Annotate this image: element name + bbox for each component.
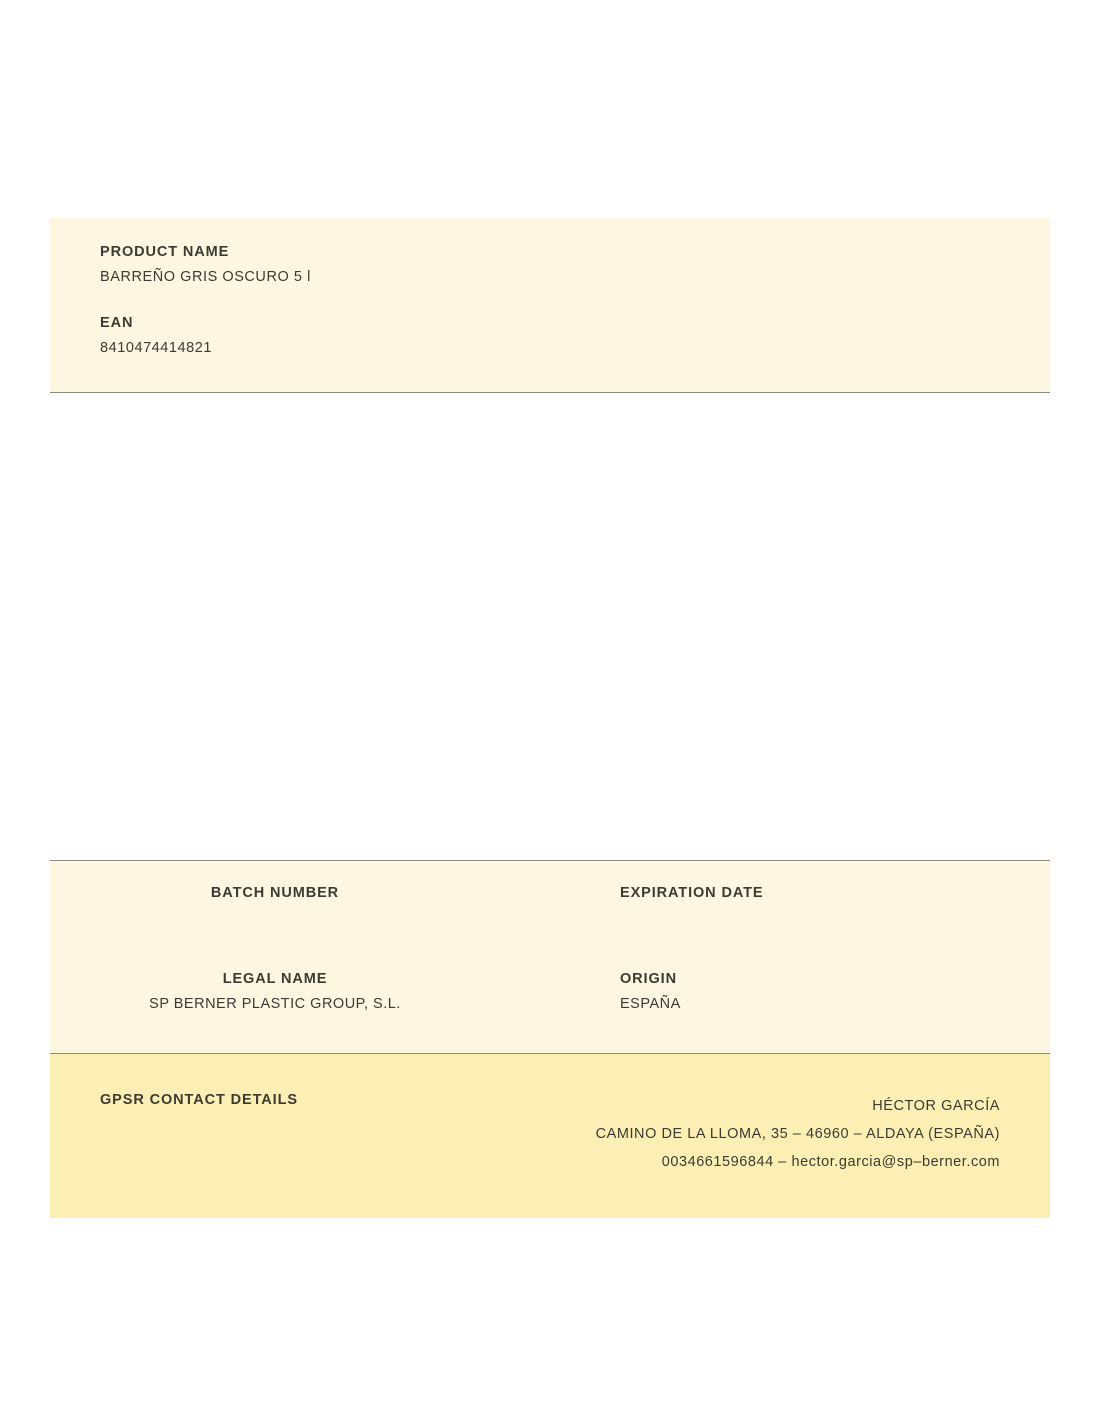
expiration-date-label: EXPIRATION DATE xyxy=(620,885,764,901)
origin-value: ESPAÑA xyxy=(620,996,681,1012)
gpsr-phone-email: 0034661596844 – hector.garcia@sp–berner.com xyxy=(661,1154,1000,1170)
product-info-block xyxy=(50,218,1050,393)
field-spacer xyxy=(100,285,1000,315)
batch-number-label: BATCH NUMBER xyxy=(210,885,340,901)
gpsr-address: CAMINO DE LA LLOMA, 35 – 46960 – ALDAYA (ESPAÑA) xyxy=(595,1126,1000,1142)
legal-name-label: LEGAL NAME xyxy=(222,971,328,987)
batch-row xyxy=(50,885,1050,927)
product-name-value: BARREÑO GRIS OSCURO 5 l xyxy=(100,269,311,285)
legal-name-cell xyxy=(50,971,550,1013)
legal-row xyxy=(50,971,1050,1013)
blank-content-area xyxy=(50,393,1050,860)
gpsr-contact-block xyxy=(50,1054,1050,1218)
expiration-date-cell xyxy=(550,885,1050,927)
batch-number-cell xyxy=(50,885,550,927)
gpsr-contact-lines xyxy=(596,1092,1000,1176)
product-name-label: PRODUCT NAME xyxy=(100,244,230,260)
gpsr-contact-name: HÉCTOR GARCÍA xyxy=(872,1098,1000,1114)
origin-cell xyxy=(550,971,1050,1013)
batch-legal-block xyxy=(50,860,1050,1054)
origin-label: ORIGIN xyxy=(620,971,677,987)
ean-label: EAN xyxy=(100,315,134,331)
row-spacer xyxy=(50,927,1050,971)
gpsr-title: GPSR CONTACT DETAILS xyxy=(100,1092,298,1108)
legal-name-value: SP BERNER PLASTIC GROUP, S.L. xyxy=(149,996,401,1012)
expiration-date-value xyxy=(620,910,790,927)
batch-number-value xyxy=(50,910,500,927)
ean-value: 8410474414821 xyxy=(100,340,212,356)
